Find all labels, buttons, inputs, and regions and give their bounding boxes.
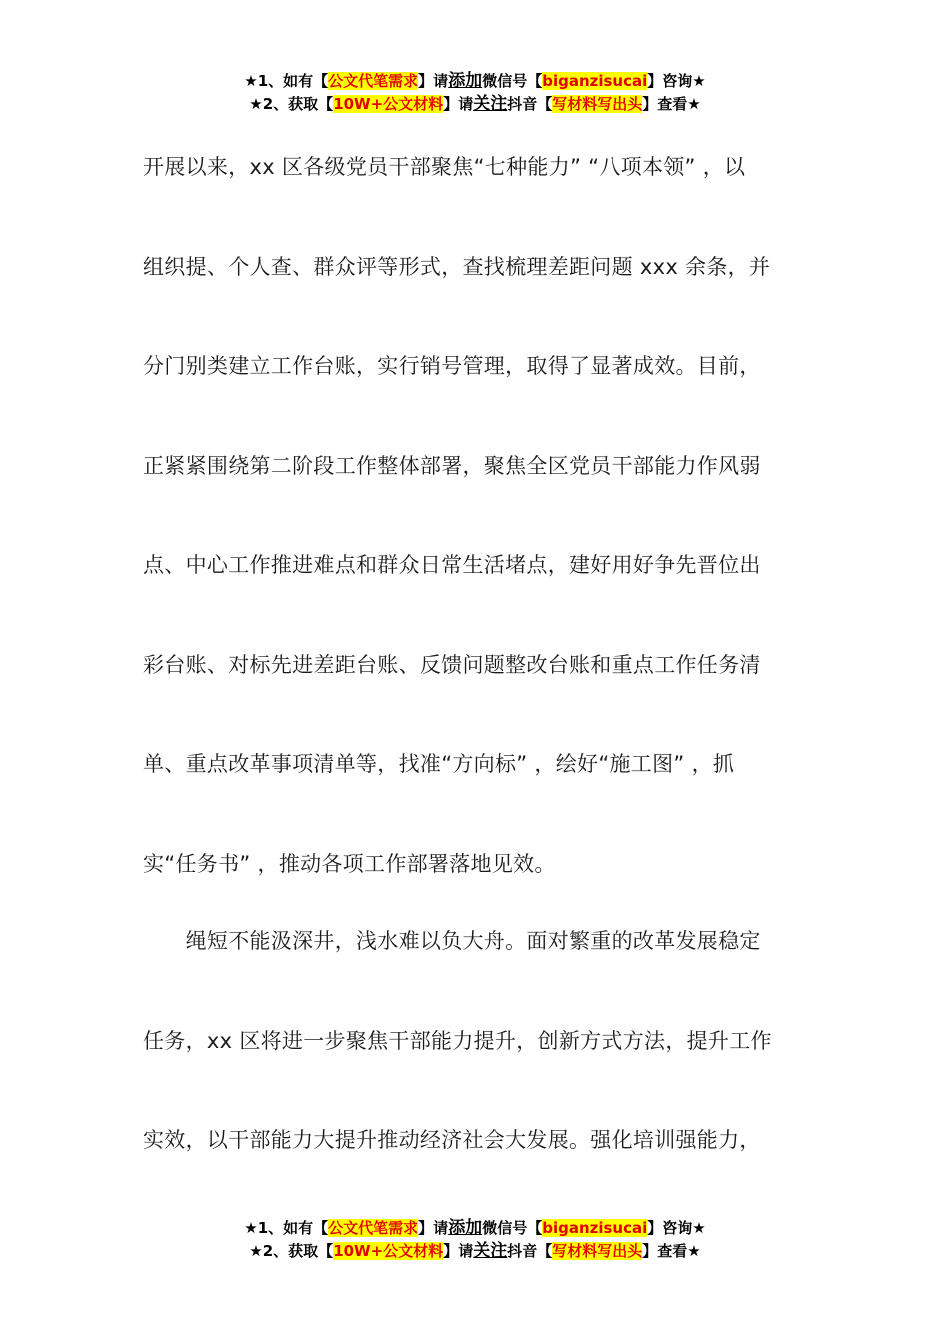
paragraph-2 <box>143 892 808 1191</box>
banner-line-1 <box>0 1217 950 1240</box>
banner-text: 抖音【 <box>507 95 553 113</box>
document-body <box>143 118 808 1191</box>
header-banner <box>0 70 950 116</box>
text-line: 彩台账、对标先进差距台账、反馈问题整改台账和重点工作任务清 <box>143 652 761 677</box>
banner-text: 】请 <box>418 72 449 90</box>
banner-text: 微信号【 <box>482 72 543 90</box>
text-line: 实效，以干部能力大提升推动经济社会大发展。强化培训强能力， <box>143 1128 761 1152</box>
banner-highlight: biganzisucai <box>542 72 648 90</box>
banner-text: 微信号【 <box>482 1219 543 1237</box>
paragraph-1 <box>143 118 808 914</box>
banner-text: ★1、如有【 <box>244 72 329 90</box>
banner-highlight: biganzisucai <box>542 1219 648 1237</box>
banner-text: ★1、如有【 <box>244 1219 329 1237</box>
banner-text: 】请 <box>418 1219 449 1237</box>
text-line: 实“任务书” ，推动各项工作部署落地见效。 <box>143 851 556 876</box>
banner-emphasis: 关注 <box>473 94 508 114</box>
banner-text: 】查看★ <box>642 1242 701 1260</box>
banner-text: 抖音【 <box>507 1242 553 1260</box>
banner-text: 】请 <box>443 95 474 113</box>
banner-text: 】请 <box>443 1242 474 1260</box>
banner-line-1 <box>0 70 950 93</box>
banner-text: ★2、获取【 <box>249 1242 334 1260</box>
banner-highlight: 写材料写出头 <box>552 95 643 113</box>
text-line: 任务，xx 区将进一步聚焦干部能力提升，创新方式方法，提升工作 <box>143 1028 772 1053</box>
banner-text: 】查看★ <box>642 95 701 113</box>
banner-highlight: 公文代笔需求 <box>328 1219 419 1237</box>
banner-text: 】咨询★ <box>647 1219 706 1237</box>
text-line: 正紧紧围绕第二阶段工作整体部署，聚焦全区党员干部能力作风弱 <box>143 453 761 478</box>
banner-text: 】咨询★ <box>647 72 706 90</box>
banner-emphasis: 添加 <box>448 71 483 91</box>
text-line: 开展以来，xx 区各级党员干部聚焦“七种能力” “八项本领” ，以 <box>143 155 746 179</box>
text-line: 分门别类建立工作台账，实行销号管理，取得了显著成效。目前， <box>143 354 761 378</box>
banner-line-2 <box>0 1240 950 1263</box>
text-line: 点、中心工作推进难点和群众日常生活堵点，建好用好争先晋位出 <box>143 553 761 577</box>
banner-emphasis: 关注 <box>473 1241 508 1261</box>
banner-line-2 <box>0 93 950 116</box>
banner-emphasis: 添加 <box>448 1218 483 1238</box>
banner-text: ★2、获取【 <box>249 95 334 113</box>
banner-highlight: 公文代笔需求 <box>328 72 419 90</box>
text-line: 组织提、个人查、群众评等形式，查找梳理差距问题 xxx 余条，并 <box>143 254 771 279</box>
banner-highlight: 10W+公文材料 <box>333 95 444 113</box>
footer-banner <box>0 1217 950 1263</box>
text-line: 单、重点改革事项清单等，找准“方向标” ，绘好“施工图” ，抓 <box>143 752 735 776</box>
text-line: 绳短不能汲深井，浅水难以负大舟。面对繁重的改革发展稳定 <box>143 929 761 953</box>
banner-highlight: 10W+公文材料 <box>333 1242 444 1260</box>
banner-highlight: 写材料写出头 <box>552 1242 643 1260</box>
